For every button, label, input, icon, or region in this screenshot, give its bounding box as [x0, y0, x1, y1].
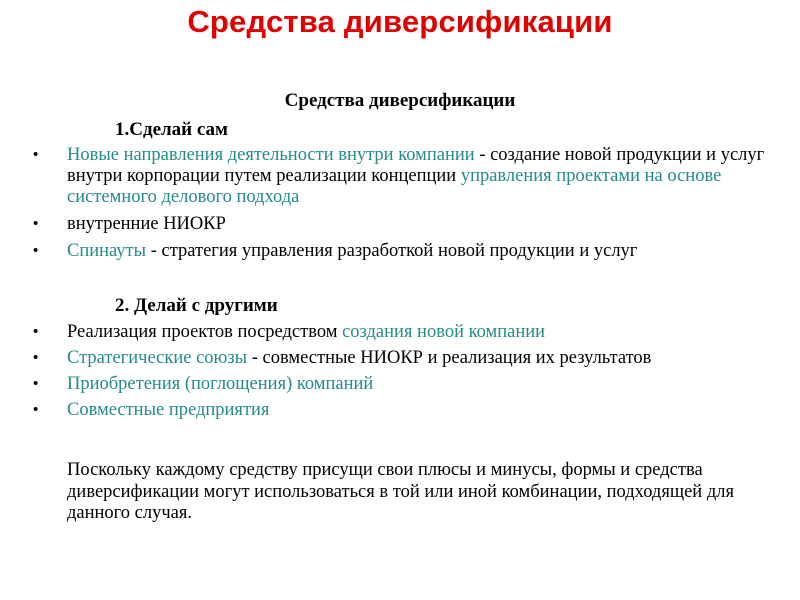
section-1-list [0, 145, 800, 262]
section-1-heading: 1.Сделай сам [115, 119, 228, 140]
new-company-text: Реализация проектов посредством [67, 322, 343, 342]
joint-ventures-term: Совместные предприятия [67, 400, 270, 420]
section-2-list [0, 322, 800, 421]
conclusion-paragraph: Поскольку каждому средству присущи свои плюсы и минусы, формы и средства диверсификации могут использоваться в той или иной комбинации, подходящей для данного случая. [67, 460, 734, 523]
internal-rnd-text: внутренние НИОКР [67, 214, 226, 234]
new-directions-text: - создание новой продукции и услуг внутри корпорации путем реализации концепции [67, 145, 765, 186]
spinouts-text: - стратегия управления разработкой новой продукции и услуг [146, 241, 638, 261]
slide-title: Средства диверсификации [187, 4, 613, 39]
list-item-internal-rnd [0, 214, 800, 235]
list-item-new-company [0, 322, 800, 343]
list-item-strategic-alliances [0, 348, 800, 369]
section-2-heading: 2. Делай с другими [115, 295, 278, 316]
list-item-joint-ventures [0, 400, 800, 421]
list-item-spinouts [0, 241, 800, 262]
acquisitions-term: Приобретения (поглощения) компаний [67, 374, 374, 394]
spinouts-term: Спинауты [67, 241, 147, 261]
strategic-alliances-text: - совместные НИОКР и реализация их результатов [247, 348, 652, 368]
subtitle: Средства диверсификации [284, 90, 516, 111]
new-directions-term-2: управления проектами на основе системного делового подхода [67, 166, 722, 207]
new-company-term: создания новой компании [342, 322, 546, 342]
strategic-alliances-term: Стратегические союзы [67, 348, 248, 368]
new-directions-term: Новые направления деятельности внутри компании [67, 145, 475, 165]
list-item-new-directions [0, 145, 800, 208]
list-item-acquisitions [0, 374, 800, 395]
